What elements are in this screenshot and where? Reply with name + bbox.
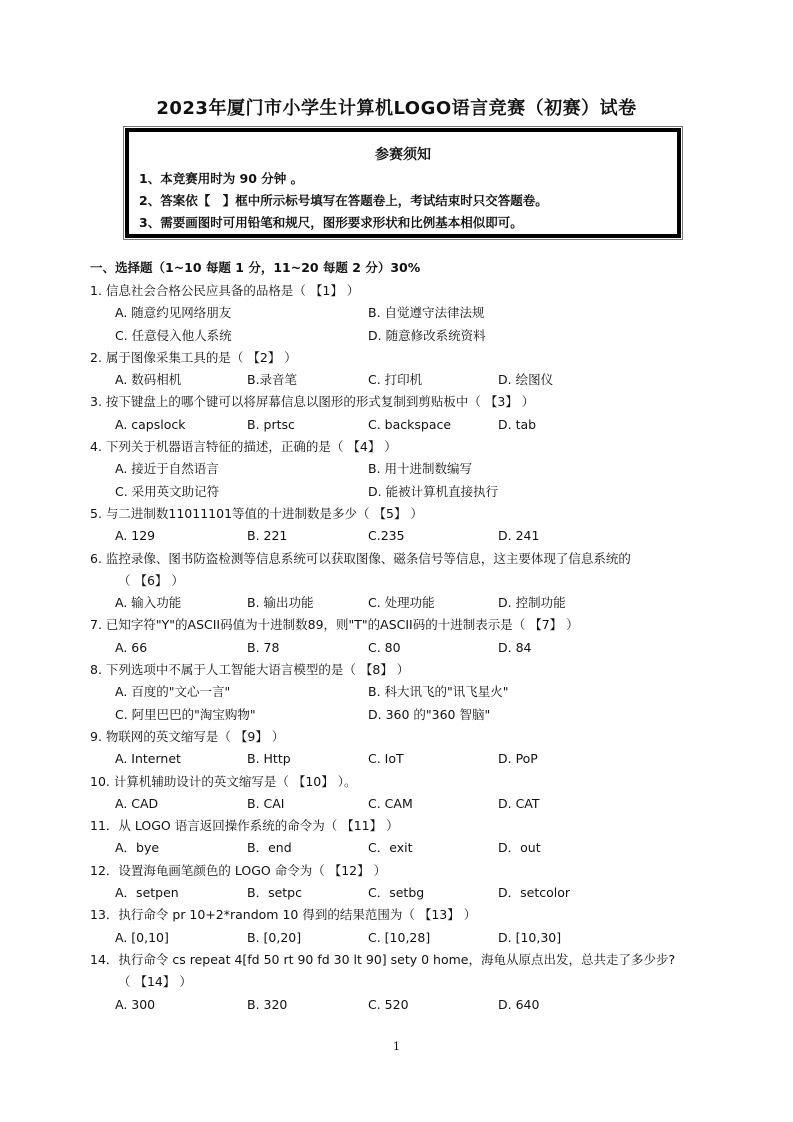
option-row <box>90 637 710 659</box>
question-item <box>90 771 710 816</box>
answer-option-b: B. 科大讯飞的"讯飞星火" <box>368 684 509 700</box>
answer-option-b: B．end <box>247 840 292 856</box>
answer-option-d: D. PoP <box>498 751 538 767</box>
question-item <box>90 949 710 1016</box>
question-item <box>90 347 710 392</box>
question-stem: 11．从 LOGO 语言返回操作系统的命令为（ 【11】 ） <box>90 818 399 834</box>
page-number: 1 <box>393 1040 400 1053</box>
question-item <box>90 436 710 503</box>
answer-option-b: B. prtsc <box>247 416 295 432</box>
answer-option-d: D. 随意修改系统资料 <box>368 327 486 343</box>
answer-option-c: C. 520 <box>368 996 409 1012</box>
answer-option-a: A．setpen <box>115 885 179 901</box>
option-row <box>90 994 710 1016</box>
question-answer-blank: （ 【6】 ） <box>118 572 184 588</box>
option-row <box>90 525 710 547</box>
option-row <box>90 414 710 436</box>
answer-option-d: D. CAT <box>498 795 540 811</box>
answer-option-c: C. CAM <box>368 795 413 811</box>
question-answer-blank: （ 【14】 ） <box>118 974 192 990</box>
answer-option-b: B.录音笔 <box>247 372 298 388</box>
answer-option-d: D. 绘图仪 <box>498 372 554 388</box>
answer-option-c: C. 阿里巴巴的"淘宝购物" <box>115 706 256 722</box>
answer-option-d: D. 360 的"360 智脑" <box>368 706 491 722</box>
notice-line: 1、本竞赛用时为 90 分钟 。 <box>139 171 304 186</box>
option-row <box>90 793 710 815</box>
option-row <box>90 748 710 770</box>
answer-option-d: D. 241 <box>498 528 540 544</box>
answer-option-c: C. IoT <box>368 751 404 767</box>
answer-option-c: C．setbg <box>368 885 425 901</box>
question-list <box>90 280 710 1016</box>
section-heading: 一、选择题（1~10 每题 1 分，11~20 每题 2 分）30% <box>90 260 421 275</box>
answer-option-d: D. tab <box>498 416 537 432</box>
question-stem: 8. 下列选项中不属于人工智能大语言模型的是（ 【8】 ） <box>90 662 410 678</box>
question-item <box>90 391 710 436</box>
question-item <box>90 659 710 726</box>
question-stem: 13．执行命令 pr 10+2*random 10 得到的结果范围为（ 【13】 ） <box>90 907 477 923</box>
question-stem: 2. 属于图像采集工具的是（ 【2】 ） <box>90 349 297 365</box>
answer-option-a: A．bye <box>115 840 160 856</box>
answer-option-a: A. 66 <box>115 639 148 655</box>
answer-option-a: A. 随意约见网络朋友 <box>115 305 232 321</box>
notice-line: 3、需要画图时可用铅笔和规尺，图形要求形状和比例基本相似即可。 <box>139 215 523 230</box>
answer-option-c: C.235 <box>368 528 405 544</box>
answer-option-b: B. CAI <box>247 795 285 811</box>
question-stem: 10. 计算机辅助设计的英文缩写是（ 【10】 ）。 <box>90 773 357 789</box>
answer-option-d: D. 640 <box>498 996 540 1012</box>
question-stem: 14．执行命令 cs repeat 4[fd 50 rt 90 fd 30 lt 90] sety 0 home，海龟从原点出发，总共走了多少步? <box>90 951 676 967</box>
answer-option-b: B. 221 <box>247 528 288 544</box>
answer-option-b: B. 用十进制数编写 <box>368 461 473 477</box>
answer-option-a: A. 接近于自然语言 <box>115 461 219 477</box>
answer-option-b: B．setpc <box>247 885 302 901</box>
answer-option-b: B. 自觉遵守法律法规 <box>368 305 485 321</box>
answer-option-b: B. 输出功能 <box>247 595 314 611</box>
answer-option-a: A. 300 <box>115 996 156 1012</box>
question-stem: 6. 监控录像、图书防盗检测等信息系统可以获取图像、磁条信号等信息，这主要体现了信息系统的 <box>90 550 631 566</box>
answer-option-c: C. 处理功能 <box>368 595 435 611</box>
answer-option-a: A. CAD <box>115 795 159 811</box>
question-item <box>90 860 710 905</box>
answer-option-d: D. 84 <box>498 639 532 655</box>
answer-option-d: D. 控制功能 <box>498 595 566 611</box>
option-row <box>90 458 710 480</box>
answer-option-b: B. 320 <box>247 996 288 1012</box>
question-stem: 1. 信息社会合格公民应具备的品格是（ 【1】 ） <box>90 283 360 298</box>
answer-option-a: A. Internet <box>115 751 181 767</box>
answer-option-b: B. 78 <box>247 639 280 655</box>
question-item <box>90 548 710 615</box>
question-item <box>90 280 710 347</box>
answer-option-c: C. 80 <box>368 639 401 655</box>
answer-option-c: C. backspace <box>368 416 452 432</box>
option-row <box>90 882 710 904</box>
answer-option-a: A. 数码相机 <box>115 372 182 388</box>
answer-option-a: A. 129 <box>115 528 156 544</box>
option-row <box>90 481 710 503</box>
answer-option-d: D. [10,30] <box>498 929 562 945</box>
answer-option-d: D. 能被计算机直接执行 <box>368 483 499 499</box>
question-stem: 4. 下列关于机器语言特征的描述，正确的是（ 【4】 ） <box>90 439 397 455</box>
option-row <box>90 681 710 703</box>
question-stem: 3. 按下键盘上的哪个键可以将屏幕信息以图形的形式复制到剪贴板中（ 【3】 ） <box>90 394 535 410</box>
answer-option-b: B. [0,20] <box>247 929 302 945</box>
option-row <box>90 837 710 859</box>
option-row <box>90 704 710 726</box>
page-title: 2023年厦门市小学生计算机LOGO语言竞赛（初赛）试卷 <box>156 98 637 119</box>
answer-option-c: C. 打印机 <box>368 372 423 388</box>
question-item <box>90 904 710 949</box>
answer-option-c: C. 任意侵入他人系统 <box>115 327 232 343</box>
option-row <box>90 369 710 391</box>
question-item <box>90 614 710 659</box>
answer-option-a: A. 输入功能 <box>115 595 182 611</box>
notice-line: 2、答案依【 】框中所示标号填写在答题卷上，考试结束时只交答题卷。 <box>139 193 548 208</box>
notice-box <box>125 128 681 238</box>
option-row <box>90 592 710 614</box>
answer-option-c: C. 采用英文助记符 <box>115 483 220 499</box>
answer-option-a: A. capslock <box>115 416 186 432</box>
option-row <box>90 325 710 347</box>
question-stem: 9. 物联网的英文缩写是（ 【9】 ） <box>90 728 285 744</box>
answer-option-b: B. Http <box>247 751 291 767</box>
question-item <box>90 503 710 548</box>
answer-option-a: A. 百度的"文心一言" <box>115 684 231 700</box>
question-stem: 5. 与二进制数11011101等值的十进制数是多少（ 【5】 ） <box>90 505 423 521</box>
notice-heading: 参赛须知 <box>375 147 431 163</box>
answer-option-c: C．exit <box>368 840 413 856</box>
question-stem: 7. 已知字符"Y"的ASCII码值为十进制数89，则"T"的ASCII码的十进制表示是（ 【7】 ） <box>90 617 579 633</box>
answer-option-d: D．out <box>498 840 541 856</box>
answer-option-a: A. [0,10] <box>115 929 169 945</box>
question-item <box>90 815 710 860</box>
answer-option-d: D．setcolor <box>498 885 571 901</box>
answer-option-c: C. [10,28] <box>368 929 431 945</box>
question-item <box>90 726 710 771</box>
option-row <box>90 302 710 324</box>
option-row <box>90 927 710 949</box>
question-stem: 12．设置海龟画笔颜色的 LOGO 命令为（ 【12】 ） <box>90 862 387 878</box>
